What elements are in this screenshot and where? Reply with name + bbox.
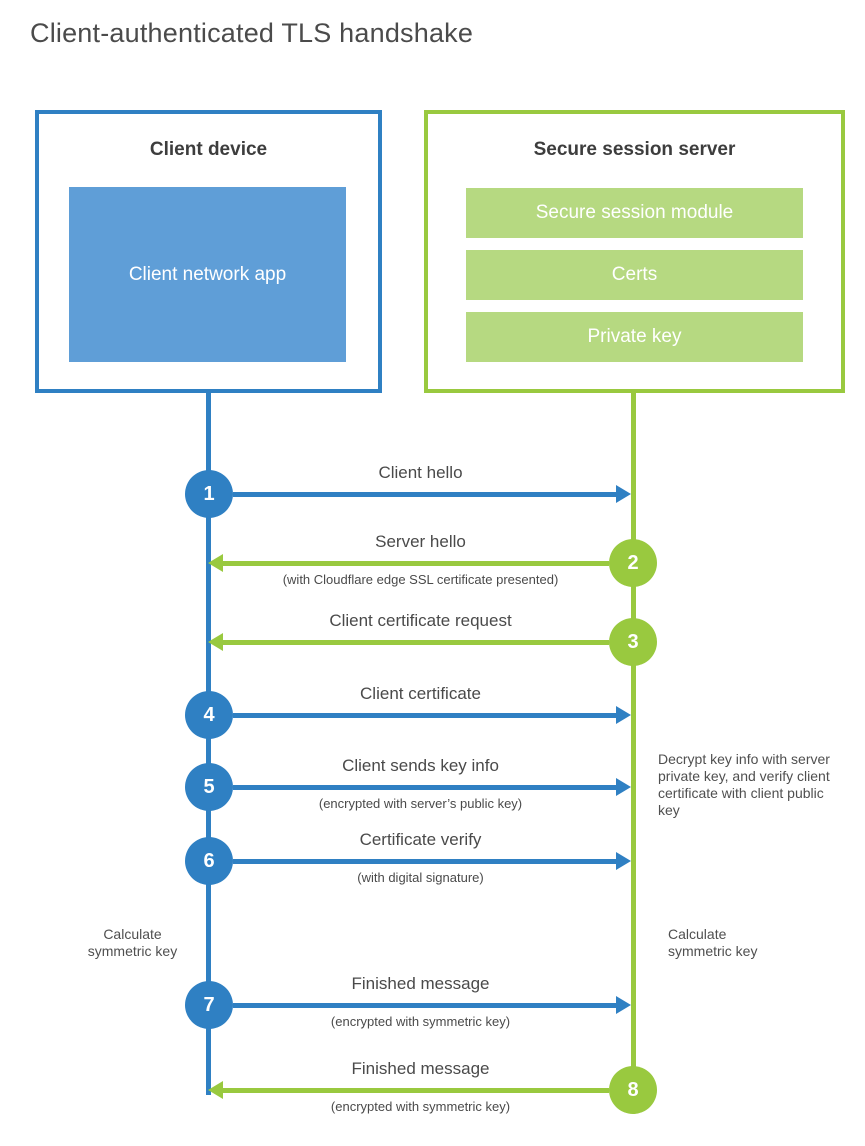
step-7-arrow-line: [233, 1003, 616, 1008]
module-bar-certs: Certs: [466, 250, 803, 300]
step-5-arrow-line: [233, 785, 616, 790]
step-3-label: Client certificate request: [329, 611, 512, 630]
step-4-label: Client certificate: [360, 684, 481, 703]
step-5-label: Client sends key info: [342, 756, 499, 775]
note-calculate-symmetric-key-server: Calculate symmetric key: [668, 926, 758, 959]
step-3-arrowhead-icon: [208, 633, 223, 651]
client-network-app-box: [69, 187, 346, 362]
module-bar-private-key: Private key: [466, 312, 803, 362]
step-3-arrow-line: [223, 640, 609, 645]
client-network-app-label: Client network app: [128, 263, 287, 285]
step-8-circle: 8: [609, 1066, 657, 1114]
step-4-arrow-line: [233, 713, 616, 718]
step-5-arrowhead-icon: [616, 778, 631, 796]
step-6-circle: 6: [185, 837, 233, 885]
step-7-sublabel: (encrypted with symmetric key): [330, 1014, 511, 1029]
step-3-circle: 3: [609, 618, 657, 666]
step-1-arrowhead-icon: [616, 485, 631, 503]
note-calculate-symmetric-key-client: Calculate symmetric key: [87, 926, 178, 959]
step-6-sublabel: (with digital signature): [357, 870, 484, 885]
step-6-arrowhead-icon: [616, 852, 631, 870]
server-lifeline: [631, 392, 636, 1092]
step-5-sublabel: (encrypted with server’s public key): [318, 796, 523, 811]
step-7-label: Finished message: [351, 974, 490, 993]
step-6-arrow-line: [233, 859, 616, 864]
step-8-arrow-line: [223, 1088, 609, 1093]
step-8-label: Finished message: [351, 1059, 490, 1078]
step-2-arrow-line: [223, 561, 609, 566]
step-7-circle: 7: [185, 981, 233, 1029]
step-7-arrowhead-icon: [616, 996, 631, 1014]
step-8-arrowhead-icon: [208, 1081, 223, 1099]
module-bar-secure-session-module: Secure session module: [466, 188, 803, 238]
step-2-label: Server hello: [375, 532, 466, 551]
step-8-sublabel: (encrypted with symmetric key): [330, 1099, 511, 1114]
step-2-sublabel: (with Cloudflare edge SSL certificate presented): [282, 572, 559, 587]
step-2-circle: 2: [609, 539, 657, 587]
step-5-circle: 5: [185, 763, 233, 811]
step-2-arrowhead-icon: [208, 554, 223, 572]
step-1-circle: 1: [185, 470, 233, 518]
step-1-arrow-line: [233, 492, 616, 497]
diagram-title: Client-authenticated TLS handshake: [30, 18, 474, 48]
step-6-label: Certificate verify: [359, 830, 482, 849]
step-1-label: Client hello: [378, 463, 463, 482]
note-decrypt-key-info: Decrypt key info with server private key, and verify client certificate with client public key: [658, 751, 830, 818]
step-4-circle: 4: [185, 691, 233, 739]
step-4-arrowhead-icon: [616, 706, 631, 724]
client-device-title: Client device: [149, 139, 268, 160]
secure-session-server-title: Secure session server: [533, 139, 736, 160]
